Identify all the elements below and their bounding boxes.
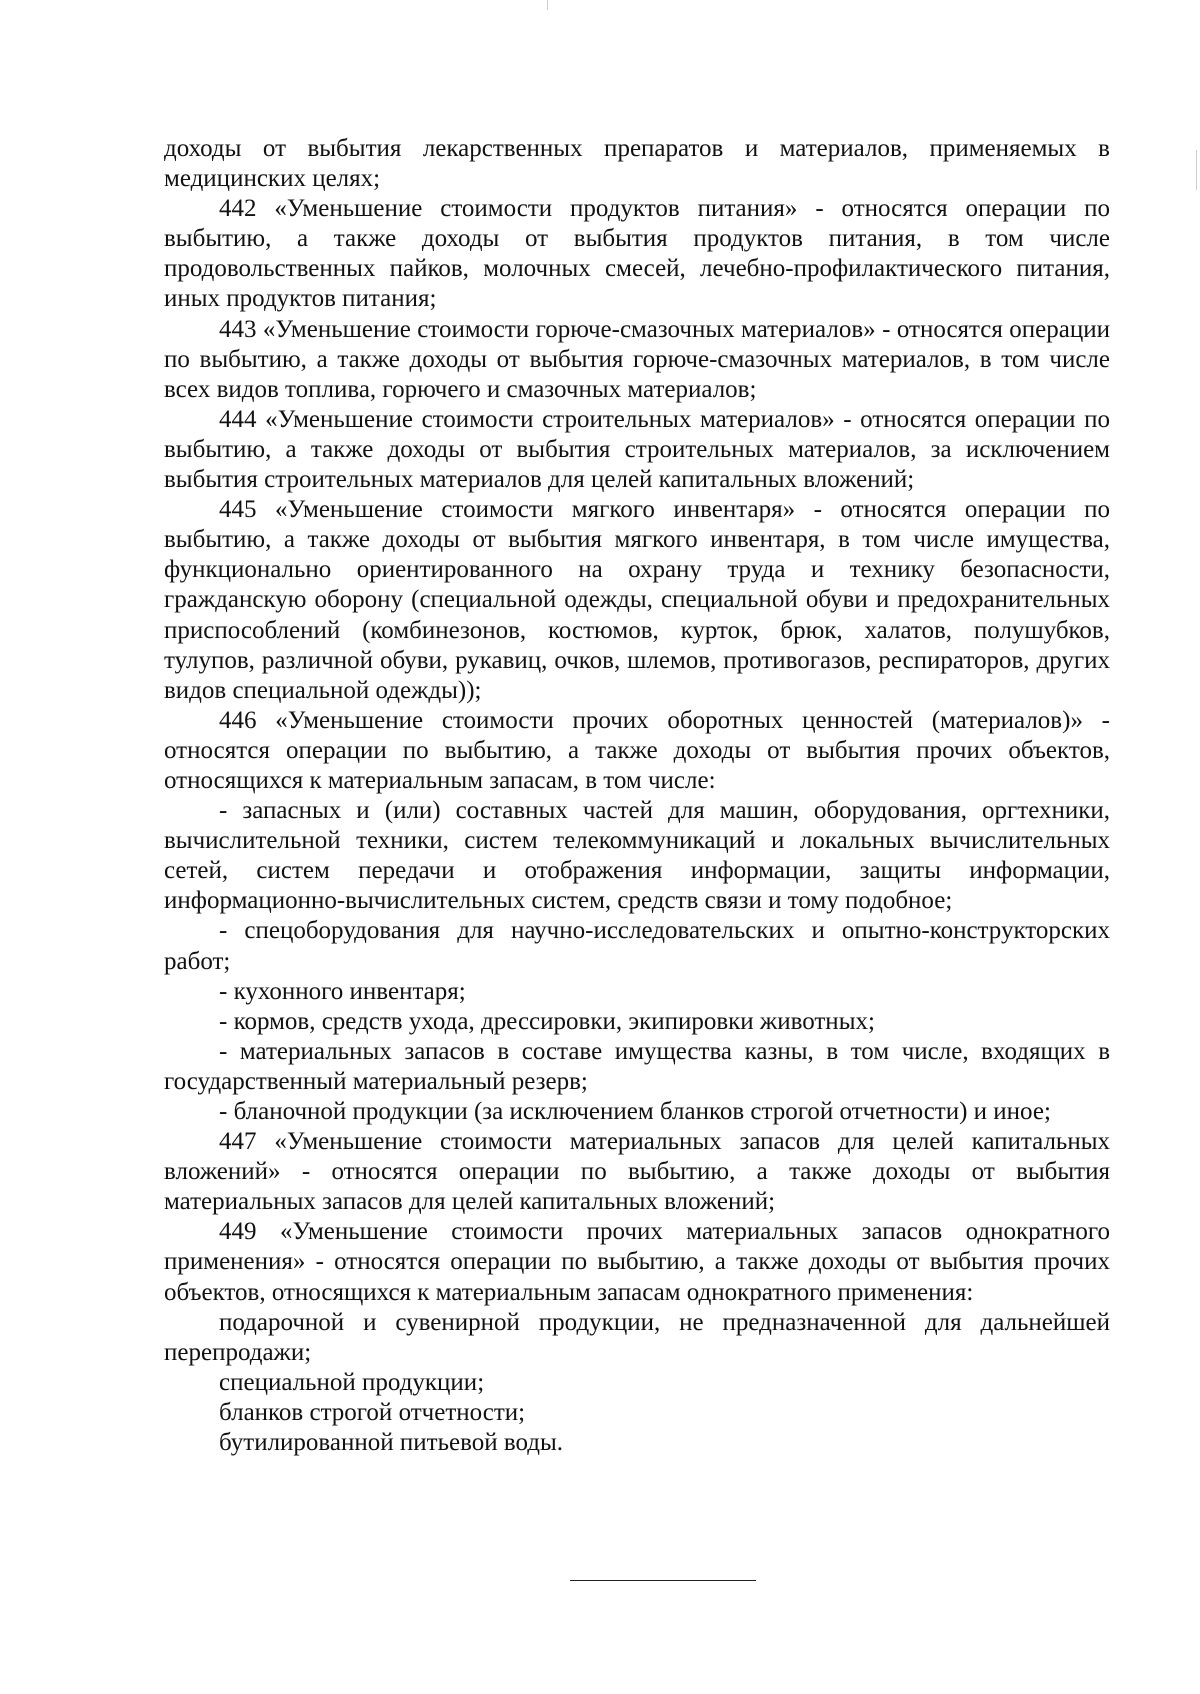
end-separator-line — [570, 1580, 756, 1581]
list-item-special-equipment: - спецоборудования для научно-исследовательских и опытно-конструкторских работ; — [164, 917, 1110, 975]
list-item-treasury-reserves: - материальных запасов в составе имущества казны, в том числе, входящих в государственный материальный резерв; — [164, 1037, 1110, 1095]
list-item-special-products: специальной продукции; — [219, 1368, 485, 1396]
list-item-strict-forms: бланков строгой отчетности; — [219, 1398, 526, 1426]
list-item-spare-parts: - запасных и (или) составных частей для машин, оборудования, оргтехники, вычислительной техники, систем телекоммуникаций и локальных вычислительных сетей, систем передачи и отображения информации, защиты информации, информационно-вычислительных систем, средств связи и тому подобное; — [164, 797, 1110, 915]
list-item-kitchen-inventory: - кухонного инвентаря; — [219, 977, 466, 1005]
document-body — [164, 134, 1110, 1458]
list-item-animal-feed: - кормов, средств ухода, дрессировки, экипировки животных; — [219, 1007, 875, 1035]
paragraph-447: 447 «Уменьшение стоимости материальных запасов для целей капитальных вложений» - относятся операции по выбытию, а также доходы от выбытия материальных запасов для целей капитальных вложений; — [164, 1128, 1110, 1216]
scan-artifact-top — [547, 0, 548, 10]
paragraph-445: 445 «Уменьшение стоимости мягкого инвентаря» - относятся операции по выбытию, а также доходы от выбытия мягкого инвентаря, в том числе имущества, функционально ориентированного на охрану труда и технику безопасности, гражданскую оборону (специальной одежды, специальной обуви и предохранительных приспособлений (комбинезонов, костюмов, курток, брюк, халатов, полушубков, тулупов, различной обуви, рукавиц, очков, шлемов, противогазов, респираторов, других видов специальной одежды)); — [164, 496, 1110, 704]
paragraph-443: 443 «Уменьшение стоимости горюче-смазочных материалов» - относятся операции по выбытию, а также доходы от выбытия горюче-смазочных материалов, в том числе всех видов топлива, горючего и смазочных материалов; — [164, 315, 1110, 403]
paragraph-449: 449 «Уменьшение стоимости прочих материальных запасов однократного применения» - относятся операции по выбытию, а также доходы от выбытия прочих объектов, относящихся к материальным запасам однократного применения: — [164, 1218, 1110, 1306]
list-item-blank-products: - бланочной продукции (за исключением бланков строгой отчетности) и иное; — [219, 1098, 1051, 1125]
paragraph-continuation: доходы от выбытия лекарственных препаратов и материалов, применяемых в медицинских целях; — [164, 135, 1110, 193]
paragraph-444: 444 «Уменьшение стоимости строительных материалов» - относятся операции по выбытию, а также доходы от выбытия строительных материалов, за исключением выбытия строительных материалов для целей капитальных вложений; — [164, 405, 1110, 494]
list-item-bottled-water: бутилированной питьевой воды. — [219, 1429, 564, 1457]
paragraph-442: 442 «Уменьшение стоимости продуктов питания» - относятся операции по выбытию, а также доходы от выбытия продуктов питания, в том числе продовольственных пайков, молочных смесей, лечебно-профилактического питания, иных продуктов питания; — [164, 195, 1110, 313]
list-item-gift-products: подарочной и сувенирной продукции, не предназначенной для дальнейшей перепродажи; — [164, 1308, 1110, 1366]
scan-artifact-right-edge — [1196, 150, 1197, 190]
paragraph-446: 446 «Уменьшение стоимости прочих оборотных ценностей (материалов)» - относятся операции по выбытию, а также доходы от выбытия прочих объектов, относящихся к материальным запасам, в том числе: — [164, 706, 1110, 794]
